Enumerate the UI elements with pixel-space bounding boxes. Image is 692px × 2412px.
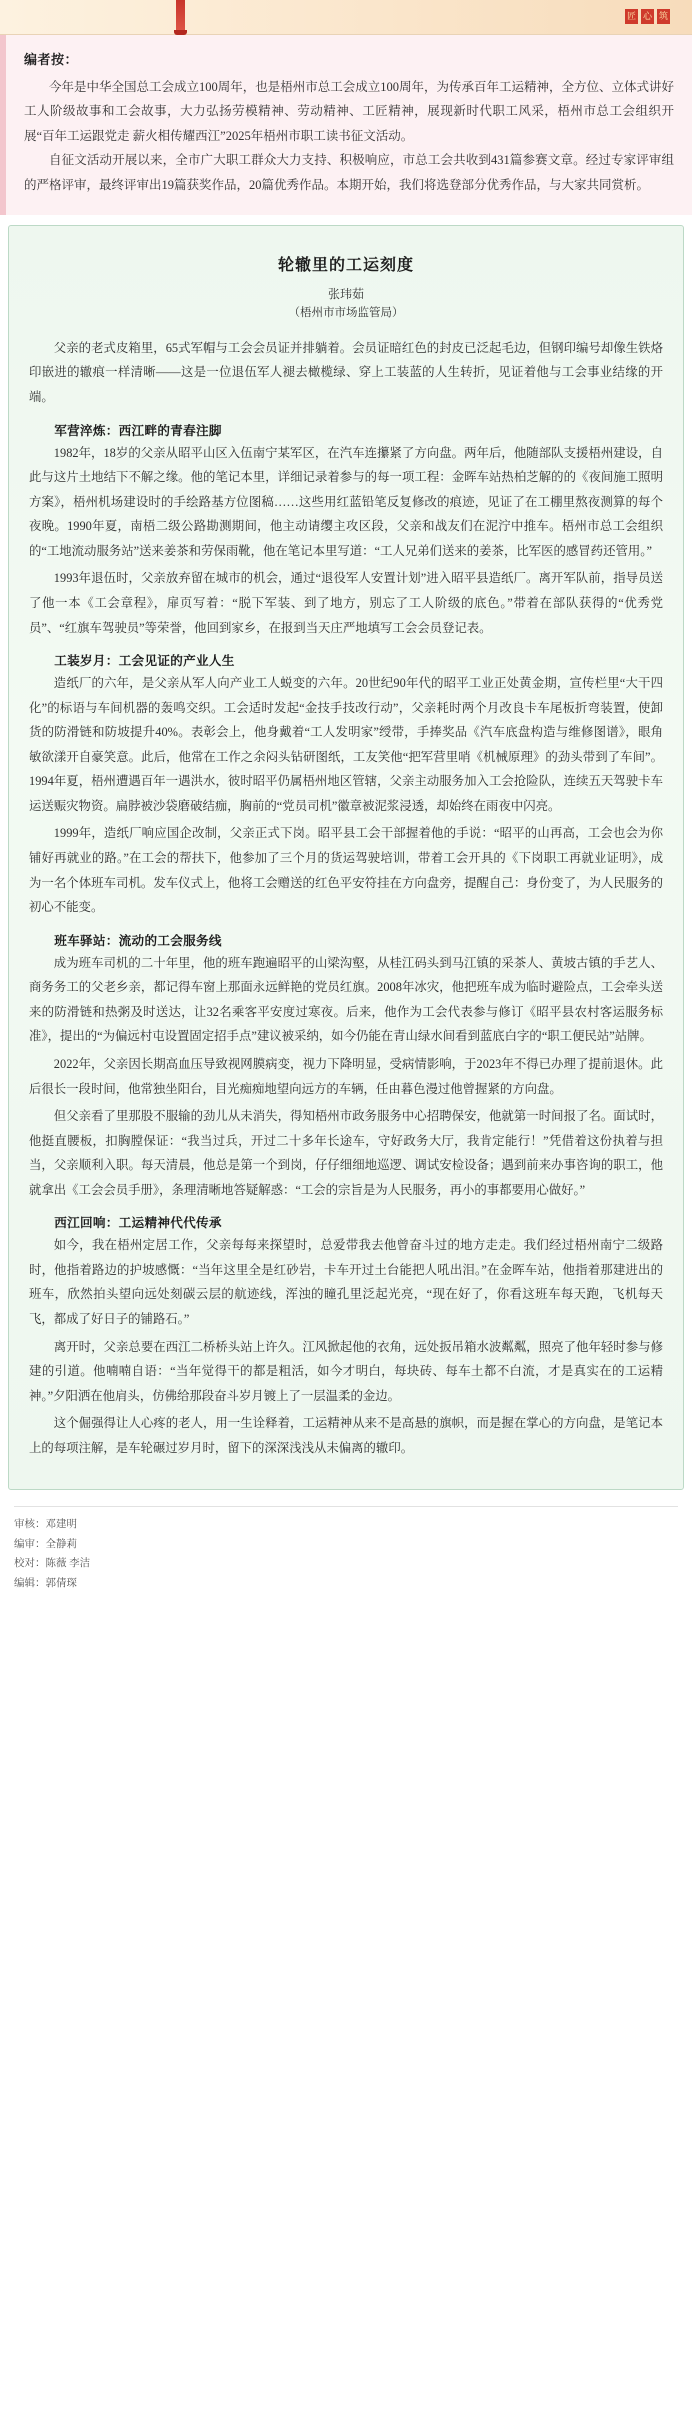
article-paragraph: 1993年退伍时，父亲放弃留在城市的机会，通过“退役军人安置计划”进入昭平县造纸厂。离开军队前，指导员送了他一本《工会章程》，扉页写着：“脱下军装、到了地方，别忘了工人阶级的底色。”带着在部队获得的“优秀党员”、“红旗车驾驶员”等荣誉，他回到家乡，在报到当天庄严地填写工会会员登记表。	[29, 571, 663, 635]
editor-note-paragraph: 自征文活动开展以来，全市广大职工群众大力支持、积极响应，市总工会共收到431篇参赛文章。经过专家评审组的严格评审，最终评审出19篇获奖作品，20篇优秀作品。本期开始，我们将选登部分优秀作品，与大家共同赏析。	[24, 153, 674, 192]
article-author: 张玮茹	[327, 286, 364, 301]
footer-line: 校对：陈薇 李洁	[14, 1558, 91, 1570]
article-paragraph: 1999年，造纸厂响应国企改制，父亲正式下岗。昭平县工会干部握着他的手说：“昭平的山再高，工会也会为你铺好再就业的路。”在工会的帮扶下，他参加了三个月的货运驾驶培训，带着工会开具的《下岗职工再就业证明》，成为一名个体班车司机。发车仪式上，他将工会赠送的红色平安符挂在方向盘旁，提醒自己：身份变了，为人民服务的初心不能变。	[29, 826, 663, 915]
footer-line: 编辑：郭倩琛	[14, 1577, 77, 1589]
article-paragraph: 2022年，父亲因长期高血压导致视网膜病变，视力下降明显，受病情影响，于2023年不得已办理了提前退休。此后很长一段时间，他常独坐阳台，目光痴痴地望向远方的车辆，任由暮色漫过他曾握紧的方向盘。	[29, 1056, 663, 1096]
article-section-heading: 西江回响：工运精神代代传承	[54, 1216, 222, 1231]
article-paragraph: 这个倔强得让人心疼的老人，用一生诠释着，工运精神从来不是高悬的旗帜，而是握在掌心的方向盘，是笔记本上的每项注解，是车轮碾过岁月时，留下的深深浅浅从未偏离的辙印。	[29, 1416, 663, 1455]
article-container	[0, 215, 692, 1497]
footer-line: 审核：邓建明	[14, 1519, 77, 1531]
article-title: 轮辙里的工运刻度	[277, 256, 414, 274]
footer-credits	[0, 1496, 692, 1609]
banner-flag-char-0: 匠	[625, 9, 638, 24]
article-card	[8, 225, 684, 1491]
article-section-heading: 工装岁月：工会见证的产业人生	[54, 654, 235, 669]
editor-note	[0, 35, 692, 215]
article-body	[29, 336, 663, 1461]
editor-note-paragraph: 今年是中华全国总工会成立100周年，也是梧州市总工会成立100周年，为传承百年工运精神，全方位、立体式讲好工人阶级故事和工会故事，大力弘扬劳模精神、劳动精神、工匠精神，展现新时代职工风采，梧州市总工会组织开展“百年工运跟党走 薪火相传耀西江”2025年梧州市职工读书征文活动。	[24, 80, 675, 143]
banner-flag-char-2: 筑	[657, 9, 670, 24]
article-paragraph: 成为班车司机的二十年里，他的班车跑遍昭平的山梁沟壑，从桂江码头到马江镇的采茶人、黄坡古镇的手艺人、商务务工的父老乡亲，都记得车窗上那面永远鲜艳的党员红旗。2008年冰灾，他把班车成为临时避险点，工会牵头送来的防滑链和热粥及时送达，让32名乘客平安度过寒夜。后来，他作为工会代表参与修订《昭平县农村客运服务标准》，提出的“为偏远村屯设置固定招手点”建议被采纳，如今仍能在青山绿水间看到蓝底白字的“职工便民站”站牌。	[29, 955, 663, 1044]
banner-flag-char-1: 心	[641, 9, 654, 24]
banner-flags	[625, 9, 670, 24]
article-paragraph: 如今，我在梧州定居工作，父亲每每来探望时，总爱带我去他曾奋斗过的地方走走。我们经过梧州南宁二级路时，他指着路边的护坡感慨：“当年这里全是红砂岩，卡车开过土台能把人吼出泪。”在金晖车站，他指着那建进出的班车，欣然拍头望向远处刻碳云层的航迹线，浑浊的瞳孔里泛起光亮，“现在好了，你看这班车每天跑，飞机每天飞，都成了好日子的铺路石。”	[29, 1238, 663, 1326]
footer-line: 编审：全静莉	[14, 1538, 77, 1550]
article-affiliation: （梧州市市场监管局）	[288, 306, 404, 319]
article-section-heading: 军营淬炼：西江畔的青春注脚	[54, 423, 222, 438]
article-paragraph: 离开时，父亲总要在西江二桥桥头站上许久。江风掀起他的衣角，远处扳吊箱水波粼粼，照亮了他年轻时参与修建的引道。他喃喃自语：“当年觉得干的都是粗活，如今才明白，每块砖、每车土都不白流，才是真实在的工运精神。”夕阳洒在他肩头，仿佛给那段奋斗岁月镀上了一层温柔的金边。	[29, 1339, 663, 1403]
article-paragraph: 父亲的老式皮箱里，65式军帽与工会会员证并排躺着。会员证暗红色的封皮已泛起毛边，但钢印编号却像生铁烙印嵌进的辙痕一样清晰——这是一位退伍军人褪去橄榄绿、穿上工装蓝的人生转折，见证着他与工会事业结缘的开端。	[29, 340, 663, 404]
top-banner	[0, 0, 692, 35]
article-section-heading: 班车驿站：流动的工会服务线	[54, 933, 222, 948]
article-paragraph: 1982年，18岁的父亲从昭平山区入伍南宁某军区，在汽车连攥紧了方向盘。两年后，他随部队支援梧州建设，自此与这片土地结下不解之缘。他的笔记本里，详细记录着参与的每一项工程：金晖车站热柏芝解的的《夜间施工照明方案》，梧州机场建设时的手绘路基方位图稿……这些用红蓝铅笔反复修改的痕迹，见证了在工棚里熬夜测算的每个夜晚。1990年夏，南梧二级公路勘测期间，他主动请缨主攻区段，父亲和战友们在泥泞中推车。梧州市总工会组织的“工地流动服务站”送来姜茶和劳保雨靴，他在笔记本里写道：“工人兄弟们送来的姜茶，比军医的感冒药还管用。”	[29, 445, 663, 558]
editor-note-title: 编者按：	[24, 52, 79, 67]
article-paragraph: 造纸厂的六年，是父亲从军人向产业工人蜕变的六年。20世纪90年代的昭平工业正处黄金期，宣传栏里“大干四化”的标语与车间机器的轰鸣交织。工会适时发起“金技手技改行动”，父亲耗时两个月改良卡车尾板折弯装置，使卸货的防滑链和防坡提升40%。表彰会上，他身戴着“工人发明家”绶带，手捧奖品《汽车底盘构造与维修图谱》，眼角敏欲漾开自豪笑意。此后，他常在工作之余闷头钻研图纸，工友笑他“把军营里哨《机械原理》的劲头带到了车间”。1994年夏，梧州遭遇百年一遇洪水，彼时昭平仍属梧州地区管辖，父亲主动服务加入工会抢险队，连续五天驾驶卡车运送赈灾物资。扁脖被沙袋磨破结痂，胸前的“党员司机”徽章被泥浆浸透，却始终在雨夜中闪亮。	[29, 676, 663, 813]
article-paragraph: 但父亲看了里那股不服输的劲儿从未消失，得知梧州市政务服务中心招聘保安，他就第一时间报了名。面试时，他挺直腰板，扣胸膛保证：“我当过兵，开过二十多年长途车，守好政务大厅，我肯定能行！”凭借着这份执着与担当，父亲顺利入职。每天清晨，他总是第一个到岗，仔仔细细地巡逻、调试安检设备；遇到前来办事咨询的职工，他就拿出《工会会员手册》，条理清晰地答疑解惑：“工会的宗旨是为人民服务，再小的事都要用心做好。”	[29, 1109, 663, 1197]
footer-divider	[14, 1506, 678, 1507]
banner-ribbon-icon	[176, 0, 185, 34]
